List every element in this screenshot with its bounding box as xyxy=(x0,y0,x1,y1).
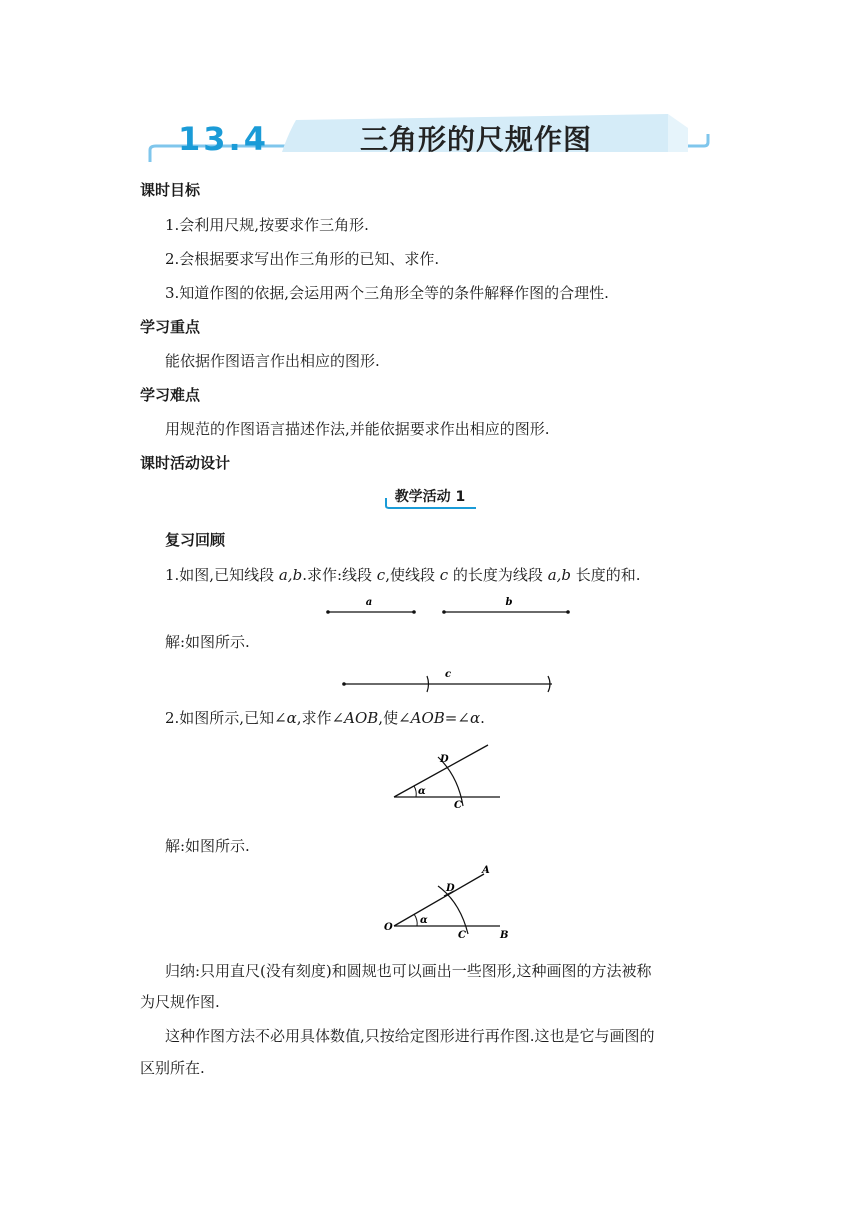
figure-angle-alpha xyxy=(388,740,508,812)
label-d: D xyxy=(446,883,455,894)
label-a: A xyxy=(482,865,490,876)
key-points-text: 能依据作图语言作出相应的图形. xyxy=(165,352,380,370)
section-number: 13.4 xyxy=(178,120,269,158)
question-2: 2.如图所示,已知∠α,求作∠AOB,使∠AOB=∠α. xyxy=(165,709,485,727)
summary-line-2: 为尺规作图. xyxy=(140,993,220,1011)
label-c: C xyxy=(454,800,462,811)
key-points-heading: 学习重点 xyxy=(140,318,201,336)
label-o: O xyxy=(384,922,393,933)
objective-item: 3.知道作图的依据,会运用两个三角形全等的条件解释作图的合理性. xyxy=(165,284,609,302)
label-a: a xyxy=(365,597,373,608)
figure-segment-c xyxy=(336,664,562,696)
activity-label-box xyxy=(384,484,476,510)
summary-line-1: 归纳:只用直尺(没有刻度)和圆规也可以画出一些图形,这种画图的方法被称 xyxy=(165,962,652,980)
objective-item: 1.会利用尺规,按要求作三角形. xyxy=(165,216,369,234)
label-c: c xyxy=(444,669,452,680)
difficulties-text: 用规范的作图语言描述作法,并能依据要求作出相应的图形. xyxy=(165,420,550,438)
note-line-2: 区别所在. xyxy=(140,1059,205,1077)
label-alpha: α xyxy=(420,915,428,926)
label-d: D xyxy=(440,754,449,765)
section-title: 三角形的尺规作图 xyxy=(360,123,593,156)
objectives-heading: 课时目标 xyxy=(140,181,201,199)
objective-item: 2.会根据要求写出作三角形的已知、求作. xyxy=(165,250,440,268)
label-alpha: α xyxy=(418,786,426,797)
answer-1: 解:如图所示. xyxy=(165,633,250,651)
activity-label: 教学活动 1 xyxy=(394,489,466,505)
note-line-1: 这种作图方法不必用具体数值,只按给定图形进行再作图.这也是它与画图的 xyxy=(165,1027,655,1045)
question-1: 1.如图,已知线段 a,b.求作:线段 c,使线段 c 的长度为线段 a,b 长度的和. xyxy=(165,566,641,584)
label-c: C xyxy=(458,930,466,941)
review-heading: 复习回顾 xyxy=(165,531,226,549)
answer-2: 解:如图所示. xyxy=(165,837,250,855)
label-b: B xyxy=(500,930,509,941)
figure-segments-ab xyxy=(320,592,580,622)
difficulties-heading: 学习难点 xyxy=(140,386,201,404)
design-heading: 课时活动设计 xyxy=(140,454,231,472)
label-b: b xyxy=(505,597,513,608)
figure-angle-aob xyxy=(368,862,528,944)
section-header xyxy=(148,110,712,166)
